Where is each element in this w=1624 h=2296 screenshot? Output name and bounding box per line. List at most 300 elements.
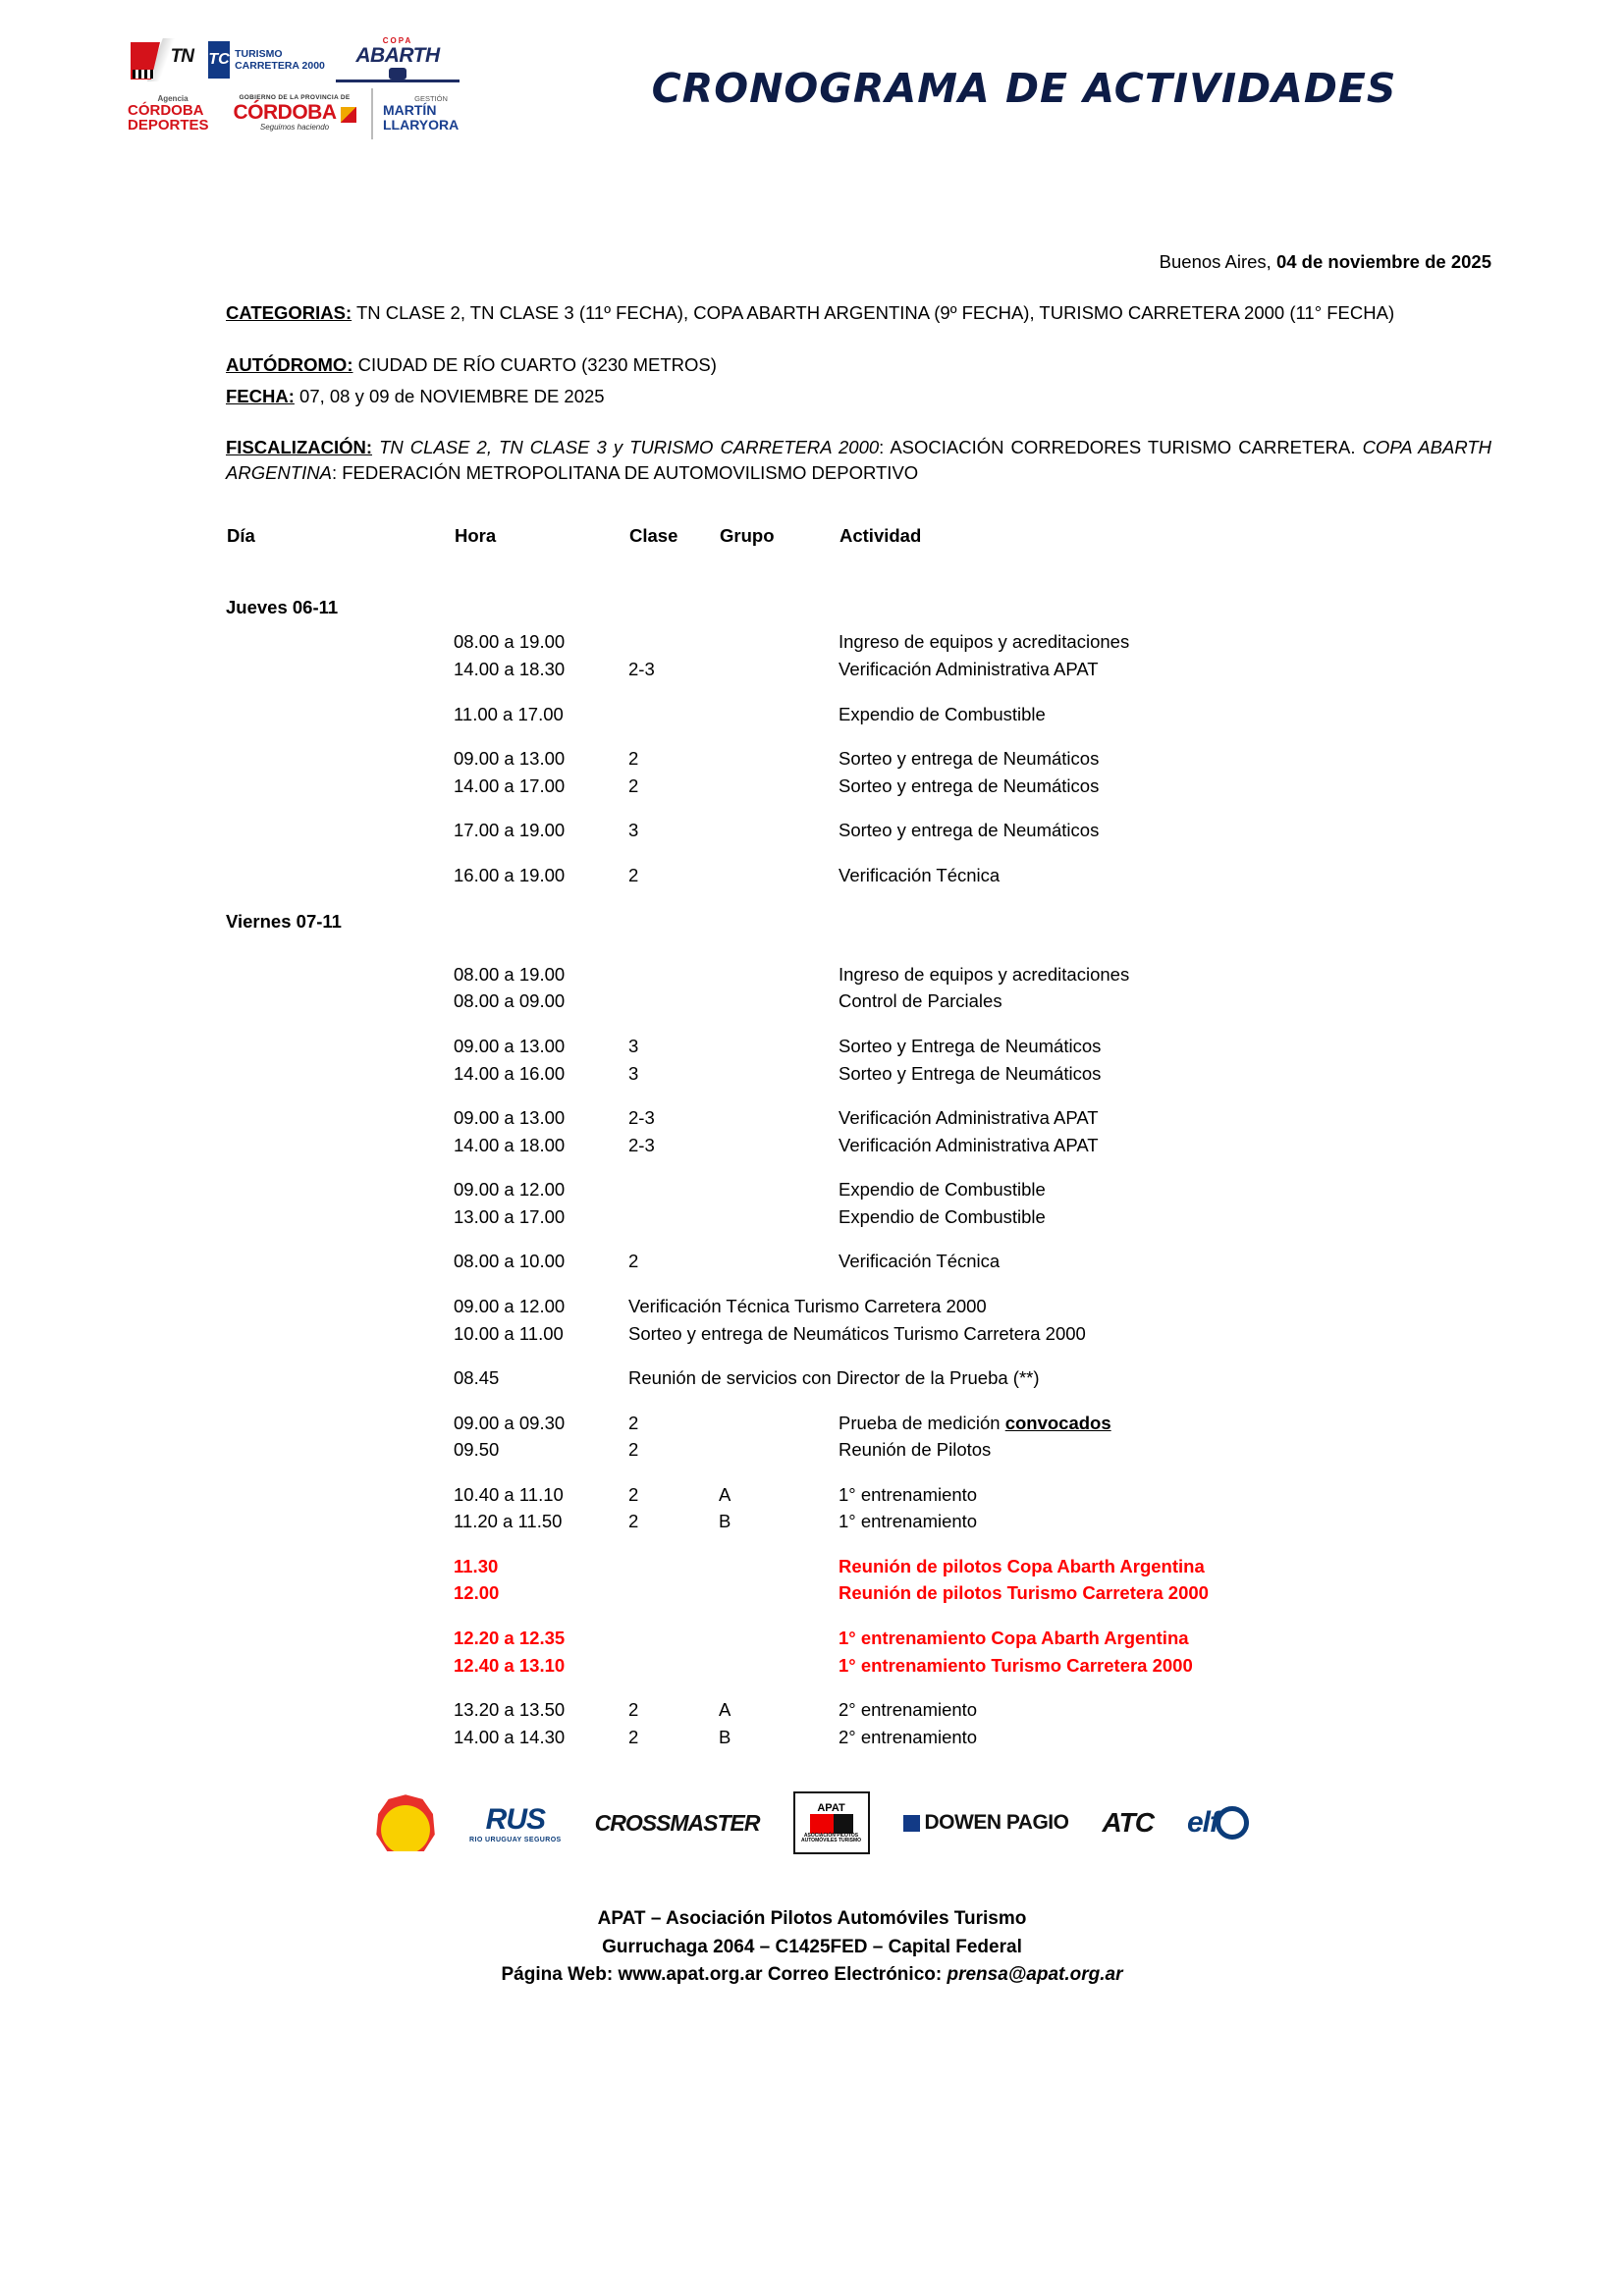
- schedule-spacer-cell: [454, 1087, 628, 1104]
- cell-actividad: Reunión de Pilotos: [839, 1439, 992, 1461]
- cell-dia: [226, 1696, 454, 1724]
- cell-hora: 08.00 a 10.00: [454, 1251, 566, 1272]
- cell-dia: [226, 1436, 454, 1464]
- cell-hora: 11.00 a 17.00: [454, 703, 564, 724]
- schedule-spacer-cell: [226, 683, 454, 701]
- schedule-spacer-cell: [719, 844, 839, 862]
- schedule-spacer-cell: [628, 1347, 719, 1364]
- cell-actividad: Expendio de Combustible: [839, 703, 1046, 724]
- cell-clase: 2: [628, 1699, 639, 1721]
- cell-actividad: Verificación Técnica: [839, 1251, 1001, 1272]
- cell-actividad: 1° entrenamiento Copa Abarth Argentina: [839, 1628, 1189, 1649]
- cell-hora: 09.00 a 13.00: [454, 1107, 566, 1129]
- schedule-spacer-cell: [628, 1275, 719, 1293]
- cell-actividad: Ingreso de equipos y acreditaciones: [839, 631, 1130, 653]
- schedule-spacer-cell: [839, 1230, 1491, 1248]
- abarth-copa-label: COPA: [382, 36, 413, 45]
- cell-dia: [226, 1176, 454, 1203]
- table-header-row: [226, 522, 1491, 574]
- cell-actividad: Expendio de Combustible: [839, 1179, 1046, 1201]
- table-row: [226, 1625, 1491, 1652]
- schedule-spacer-cell: [226, 1275, 454, 1293]
- cell-dia: [226, 1553, 454, 1580]
- cordoba-gobierno-logo: [228, 88, 361, 139]
- cell-actividad: Verificación Técnica: [839, 864, 1001, 885]
- cell-hora: 13.00 a 17.00: [454, 1205, 566, 1227]
- apat-flag-icon: [810, 1814, 853, 1834]
- column-header-actividad: Actividad: [839, 524, 922, 546]
- cell-actividad: Verificación Técnica Turismo Carretera 2000: [628, 1295, 987, 1316]
- agencia-cordoba-deportes-logo: [128, 88, 218, 139]
- cell-grupo: [719, 988, 839, 1015]
- cordoba-main-row: [234, 102, 356, 124]
- footer-line-1: APAT – Asociación Pilotos Automóviles Turismo: [597, 1908, 1027, 1930]
- table-row: [226, 1060, 1491, 1088]
- schedule-spacer-cell: [454, 727, 628, 745]
- cell-clase: [628, 1625, 719, 1652]
- cell-clase: 2: [628, 748, 639, 770]
- schedule-spacer-row: [226, 1015, 1491, 1033]
- cell-clase: [628, 628, 719, 656]
- cell-clase: 3: [628, 1036, 639, 1057]
- schedule-spacer-cell: [719, 1275, 839, 1293]
- table-row: [226, 701, 1491, 728]
- schedule-spacer-cell: [454, 1535, 628, 1553]
- cell-clase: 2: [628, 1483, 639, 1505]
- schedule-spacer-cell: [719, 1158, 839, 1176]
- cell-grupo: [719, 1132, 839, 1159]
- schedule-spacer-cell: [719, 1015, 839, 1033]
- table-row: [226, 1696, 1491, 1724]
- schedule-spacer-cell: [628, 683, 719, 701]
- cell-dia: [226, 1320, 454, 1348]
- cell-actividad: Sorteo y Entrega de Neumáticos: [839, 1062, 1102, 1084]
- cell-hora: 12.40 a 13.10: [454, 1654, 566, 1676]
- table-row: [226, 1176, 1491, 1203]
- cell-actividad: Sorteo y entrega de Neumáticos: [839, 748, 1100, 770]
- schedule-spacer-cell: [719, 1347, 839, 1364]
- table-row: [226, 817, 1491, 844]
- cell-grupo: [719, 745, 839, 773]
- cell-hora: 12.20 a 12.35: [454, 1628, 566, 1649]
- schedule-spacer-cell: [628, 1230, 719, 1248]
- categorias-label: CATEGORIAS:: [226, 302, 352, 324]
- cell-dia: [226, 628, 454, 656]
- schedule-empty-cell: [839, 574, 1491, 629]
- cell-grupo: [719, 862, 839, 889]
- cell-actividad: 1° entrenamiento: [839, 1483, 978, 1505]
- logo-row-top: [128, 37, 479, 82]
- schedule-spacer-cell: [454, 943, 628, 961]
- fecha-label: FECHA:: [226, 385, 295, 406]
- table-row: [226, 1104, 1491, 1132]
- cell-dia: [226, 745, 454, 773]
- elf-ring-icon: [1216, 1806, 1249, 1840]
- schedule-spacer-cell: [839, 1679, 1491, 1696]
- cell-hora: 09.00 a 12.00: [454, 1295, 566, 1316]
- autodromo-value: CIUDAD DE RÍO CUARTO (3230 METROS): [352, 353, 717, 375]
- cell-grupo: [719, 1033, 839, 1060]
- schedule-spacer-cell: [226, 1392, 454, 1410]
- cordoba-square-icon: [341, 107, 356, 123]
- schedule-day-title: Viernes 07-11: [226, 911, 342, 933]
- table-row: [226, 1364, 1491, 1392]
- schedule-spacer-cell: [454, 1464, 628, 1481]
- schedule-spacer-cell: [628, 943, 719, 961]
- schedule-spacer-cell: [839, 1015, 1491, 1033]
- schedule-spacer-cell: [839, 1347, 1491, 1364]
- schedule-spacer-cell: [226, 844, 454, 862]
- cell-dia: [226, 1364, 454, 1392]
- cell-clase: [628, 1203, 719, 1231]
- table-row: [226, 961, 1491, 988]
- cell-grupo: [719, 1203, 839, 1231]
- document-header: [0, 0, 1624, 139]
- cell-dia: [226, 1652, 454, 1680]
- tc-badge: TC: [208, 41, 230, 79]
- cell-hora: 14.00 a 14.30: [454, 1726, 566, 1747]
- schedule-spacer-cell: [628, 844, 719, 862]
- table-row: [226, 1436, 1491, 1464]
- table-row: [226, 1553, 1491, 1580]
- cell-dia: [226, 1481, 454, 1509]
- schedule-spacer-cell: [454, 683, 628, 701]
- abarth-name-label: ABARTH: [355, 44, 440, 68]
- schedule-spacer-row: [226, 799, 1491, 817]
- cell-clase: 2-3: [628, 1107, 655, 1129]
- cell-actividad: Sorteo y entrega de Neumáticos Turismo Carretera 2000: [628, 1322, 1086, 1344]
- table-row: [226, 1508, 1491, 1535]
- schedule-spacer-cell: [628, 1607, 719, 1625]
- sponsor-rus-label: RUS: [485, 1802, 545, 1836]
- cell-clase: [628, 701, 719, 728]
- sponsor-rus-sub: RIO URUGUAY SEGUROS: [469, 1836, 562, 1843]
- cell-actividad: 1° entrenamiento Turismo Carretera 2000: [839, 1654, 1193, 1676]
- cell-clase: 2: [628, 1511, 639, 1532]
- fiscalizacion-paragraph: [226, 435, 1491, 487]
- schedule-spacer-cell: [719, 1679, 839, 1696]
- schedule-empty-cell: [719, 888, 839, 943]
- cell-grupo: [719, 1060, 839, 1088]
- schedule-spacer-cell: [839, 844, 1491, 862]
- cell-grupo: [719, 1652, 839, 1680]
- sponsor-shell-logo: [375, 1794, 436, 1851]
- schedule-spacer-cell: [454, 1347, 628, 1364]
- cell-grupo: [719, 701, 839, 728]
- cell-dia: [226, 817, 454, 844]
- cell-actividad: 1° entrenamiento: [839, 1511, 978, 1532]
- schedule-spacer-cell: [719, 1392, 839, 1410]
- schedule-spacer-cell: [628, 1087, 719, 1104]
- cell-clase: [628, 1579, 719, 1607]
- schedule-spacer-cell: [454, 1679, 628, 1696]
- schedule-spacer-row: [226, 1158, 1491, 1176]
- copa-abarth-logo: [336, 37, 460, 82]
- table-row: [226, 773, 1491, 800]
- schedule-spacer-cell: [628, 1158, 719, 1176]
- column-header-clase: Clase: [629, 524, 678, 546]
- schedule-spacer-row: [226, 1230, 1491, 1248]
- cell-hora: 08.45: [454, 1367, 500, 1389]
- logo-row-bottom: [128, 88, 479, 139]
- cell-clase: 3: [628, 1062, 639, 1084]
- schedule-spacer-cell: [839, 1535, 1491, 1553]
- cell-hora: 09.50: [454, 1439, 500, 1461]
- table-row: [226, 1320, 1491, 1348]
- schedule-spacer-row: [226, 943, 1491, 961]
- document-body: [0, 249, 1624, 1750]
- schedule-spacer-cell: [719, 1230, 839, 1248]
- schedule-table-body: [226, 574, 1491, 1750]
- schedule-spacer-cell: [226, 1230, 454, 1248]
- cell-hora: 09.00 a 13.00: [454, 748, 566, 770]
- schedule-spacer-cell: [226, 943, 454, 961]
- sponsor-strip: [0, 1791, 1624, 1854]
- cell-clase: 2: [628, 1726, 639, 1747]
- cell-clase: [628, 1652, 719, 1680]
- cell-grupo: [719, 1248, 839, 1275]
- schedule-spacer-row: [226, 1347, 1491, 1364]
- table-row: [226, 1203, 1491, 1231]
- schedule-spacer-cell: [454, 799, 628, 817]
- categorias-value: TN CLASE 2, TN CLASE 3 (11º FECHA), COPA ABARTH ARGENTINA (9º FECHA), TURISMO CARRETERA 2000 (11° FECHA): [352, 302, 1395, 324]
- schedule-spacer-cell: [226, 1607, 454, 1625]
- cell-grupo: [719, 1176, 839, 1203]
- cell-grupo: [719, 1579, 839, 1607]
- cordoba-top-label: GOBIERNO DE LA PROVINCIA DE: [239, 94, 351, 102]
- cell-dia: [226, 988, 454, 1015]
- schedule-spacer-cell: [839, 683, 1491, 701]
- cell-hora: 10.40 a 11.10: [454, 1483, 564, 1505]
- cell-hora: 11.20 a 11.50: [454, 1511, 563, 1532]
- dateline-date: 04 de noviembre de 2025: [1275, 251, 1491, 272]
- cell-actividad: Reunión de pilotos Turismo Carretera 2000: [839, 1582, 1209, 1604]
- cell-grupo: [719, 1625, 839, 1652]
- cell-actividad: Reunión de servicios con Director de la Prueba (**): [628, 1367, 1040, 1389]
- schedule-spacer-cell: [719, 683, 839, 701]
- schedule-spacer-cell: [719, 1607, 839, 1625]
- cell-clase: 3: [628, 820, 639, 841]
- cell-actividad: Verificación Administrativa APAT: [839, 1134, 1099, 1155]
- cell-clase: 2: [628, 774, 639, 796]
- schedule-spacer-cell: [719, 1464, 839, 1481]
- schedule-spacer-cell: [839, 1392, 1491, 1410]
- schedule-spacer-cell: [839, 1464, 1491, 1481]
- fiscalizacion-italic-2: COPA ABARTH ARGENTINA: [226, 437, 1492, 484]
- cell-clase: 2: [628, 1439, 639, 1461]
- dateline-city: Buenos Aires,: [1159, 251, 1272, 272]
- schedule-spacer-row: [226, 1607, 1491, 1625]
- table-row: [226, 1248, 1491, 1275]
- cell-actividad: Verificación Administrativa APAT: [839, 1107, 1099, 1129]
- footer-line-2: Gurruchaga 2064 – C1425FED – Capital Federal: [602, 1936, 1022, 1957]
- schedule-spacer-row: [226, 1464, 1491, 1481]
- agencia-name-label: CÓRDOBA DEPORTES: [128, 102, 209, 134]
- table-row: [226, 1410, 1491, 1437]
- schedule-spacer-cell: [454, 1392, 628, 1410]
- cell-actividad: Verificación Administrativa APAT: [839, 658, 1099, 679]
- cell-grupo: [719, 1553, 839, 1580]
- footer-email: prensa@apat.org.ar: [947, 1964, 1123, 1986]
- agencia-small-label: Agencia: [157, 93, 189, 103]
- cell-dia: [226, 862, 454, 889]
- table-row: [226, 628, 1491, 656]
- cell-clase: [628, 1553, 719, 1580]
- cell-hora: 16.00 a 19.00: [454, 864, 566, 885]
- fiscalizacion-text-2: : FEDERACIÓN METROPOLITANA DE AUTOMOVILISMO DEPORTIVO: [331, 462, 919, 484]
- schedule-spacer-cell: [628, 1464, 719, 1481]
- schedule-spacer-cell: [839, 799, 1491, 817]
- schedule-spacer-cell: [628, 1392, 719, 1410]
- cell-hora: 08.00 a 19.00: [454, 631, 566, 653]
- cell-actividad: Prueba de medición convocados: [839, 1412, 1111, 1433]
- schedule-table: [226, 522, 1491, 1751]
- table-row: [226, 1481, 1491, 1509]
- schedule-day-title-row: [226, 888, 1491, 943]
- table-row: [226, 1724, 1491, 1751]
- schedule-spacer-cell: [226, 1535, 454, 1553]
- fiscalizacion-italic-1: TN CLASE 2, TN CLASE 3 y TURISMO CARRETERA 2000: [372, 437, 880, 458]
- schedule-spacer-row: [226, 1535, 1491, 1553]
- cordoba-sub-label: Seguimos haciendo: [259, 123, 330, 133]
- schedule-spacer-cell: [226, 1679, 454, 1696]
- schedule-spacer-cell: [454, 1275, 628, 1293]
- footer-web-label: Página Web: www.apat.org.ar Correo Electrónico:: [501, 1964, 947, 1986]
- cell-grupo: [719, 628, 839, 656]
- cell-dia: [226, 1104, 454, 1132]
- sponsor-dowen-label: DOWEN PAGIO: [924, 1811, 1069, 1835]
- martin-name-label: MARTÍN LLARYORA: [383, 102, 460, 133]
- schedule-spacer-cell: [839, 943, 1491, 961]
- cell-hora: 10.00 a 11.00: [454, 1322, 564, 1344]
- column-header-grupo: Grupo: [720, 524, 775, 546]
- schedule-spacer-row: [226, 1392, 1491, 1410]
- schedule-spacer-cell: [226, 1158, 454, 1176]
- schedule-spacer-cell: [226, 727, 454, 745]
- schedule-spacer-cell: [719, 943, 839, 961]
- schedule-spacer-row: [226, 1275, 1491, 1293]
- cell-dia: [226, 1625, 454, 1652]
- cell-clase: 2-3: [628, 658, 655, 679]
- schedule-spacer-cell: [454, 1607, 628, 1625]
- cell-dia: [226, 961, 454, 988]
- schedule-spacer-cell: [719, 1535, 839, 1553]
- schedule-spacer-cell: [839, 1087, 1491, 1104]
- schedule-spacer-cell: [454, 1230, 628, 1248]
- schedule-spacer-cell: [454, 1158, 628, 1176]
- schedule-spacer-row: [226, 844, 1491, 862]
- cell-grupo: [719, 773, 839, 800]
- schedule-empty-cell: [454, 888, 628, 943]
- sponsor-elf-logo: [1187, 1806, 1249, 1840]
- sponsor-apat-sub: ASOCIACIÓN PILOTOS AUTOMÓVILES TURISMO: [801, 1832, 862, 1844]
- cell-hora: 09.00 a 12.00: [454, 1179, 566, 1201]
- cell-hora: 14.00 a 18.30: [454, 658, 566, 679]
- cell-hora: 11.30: [454, 1555, 499, 1576]
- footer-line-3: [0, 1961, 1624, 1990]
- schedule-spacer-cell: [719, 799, 839, 817]
- cell-hora: 09.00 a 13.00: [454, 1036, 566, 1057]
- schedule-spacer-row: [226, 1679, 1491, 1696]
- cell-hora: 13.20 a 13.50: [454, 1699, 566, 1721]
- cell-hora: 08.00 a 19.00: [454, 963, 566, 985]
- schedule-spacer-cell: [628, 1679, 719, 1696]
- page-title: CRONOGRAMA DE ACTIVIDADES: [651, 65, 1397, 112]
- cell-dia: [226, 1203, 454, 1231]
- sponsor-apat-logo: [793, 1791, 870, 1854]
- cell-clase: 2: [628, 864, 639, 885]
- schedule-spacer-cell: [226, 1464, 454, 1481]
- dowen-square-icon: [903, 1815, 920, 1832]
- document-footer: [0, 1905, 1624, 1990]
- cell-dia: [226, 656, 454, 683]
- cell-dia: [226, 1410, 454, 1437]
- scorpion-icon: [389, 68, 406, 80]
- table-row: [226, 862, 1491, 889]
- cell-actividad: Sorteo y entrega de Neumáticos: [839, 820, 1100, 841]
- cell-grupo: B: [719, 1511, 731, 1532]
- schedule-spacer-cell: [454, 1015, 628, 1033]
- schedule-spacer-cell: [839, 1607, 1491, 1625]
- cell-dia: [226, 701, 454, 728]
- table-row: [226, 1579, 1491, 1607]
- cell-hora: 14.00 a 16.00: [454, 1062, 566, 1084]
- cell-dia: [226, 773, 454, 800]
- cell-clase: 2-3: [628, 1134, 655, 1155]
- schedule-spacer-cell: [839, 727, 1491, 745]
- schedule-spacer-cell: [628, 799, 719, 817]
- schedule-empty-cell: [628, 888, 719, 943]
- sponsor-crossmaster-logo: CROSSMASTER: [594, 1809, 760, 1836]
- table-row: [226, 656, 1491, 683]
- cell-hora: 08.00 a 09.00: [454, 990, 566, 1012]
- cell-actividad: Expendio de Combustible: [839, 1205, 1046, 1227]
- cell-hora: 14.00 a 17.00: [454, 774, 566, 796]
- tc-label: TURISMO CARRETERA 2000: [235, 47, 325, 72]
- schedule-empty-cell: [628, 574, 719, 629]
- table-row: [226, 745, 1491, 773]
- schedule-spacer-cell: [719, 1087, 839, 1104]
- schedule-spacer-cell: [839, 1158, 1491, 1176]
- categorias-paragraph: [226, 300, 1491, 326]
- fecha-paragraph: [226, 384, 1491, 409]
- sponsor-dowen-pagio-logo: [903, 1811, 1069, 1835]
- schedule-spacer-cell: [226, 799, 454, 817]
- cell-dia: [226, 1248, 454, 1275]
- cell-grupo: [719, 817, 839, 844]
- cell-hora: 17.00 a 19.00: [454, 820, 566, 841]
- schedule-table-head: [226, 522, 1491, 574]
- cell-dia: [226, 1724, 454, 1751]
- cell-clase: 2: [628, 1412, 639, 1433]
- fecha-value: 07, 08 y 09 de NOVIEMBRE DE 2025: [294, 385, 605, 406]
- cell-actividad-emphasis: convocados: [1004, 1412, 1111, 1433]
- cell-hora: 09.00 a 09.30: [454, 1412, 566, 1433]
- table-row: [226, 988, 1491, 1015]
- schedule-spacer-cell: [226, 1015, 454, 1033]
- table-row: [226, 1132, 1491, 1159]
- cell-dia: [226, 1508, 454, 1535]
- cell-actividad: 2° entrenamiento: [839, 1726, 978, 1747]
- cell-dia: [226, 1293, 454, 1320]
- cell-grupo: [719, 1436, 839, 1464]
- cell-grupo: [719, 1410, 839, 1437]
- cordoba-main-label: CÓRDOBA: [233, 101, 337, 125]
- cell-dia: [226, 1579, 454, 1607]
- cell-grupo: [719, 961, 839, 988]
- sponsor-atc-logo: ATC: [1102, 1807, 1154, 1839]
- schedule-empty-cell: [719, 574, 839, 629]
